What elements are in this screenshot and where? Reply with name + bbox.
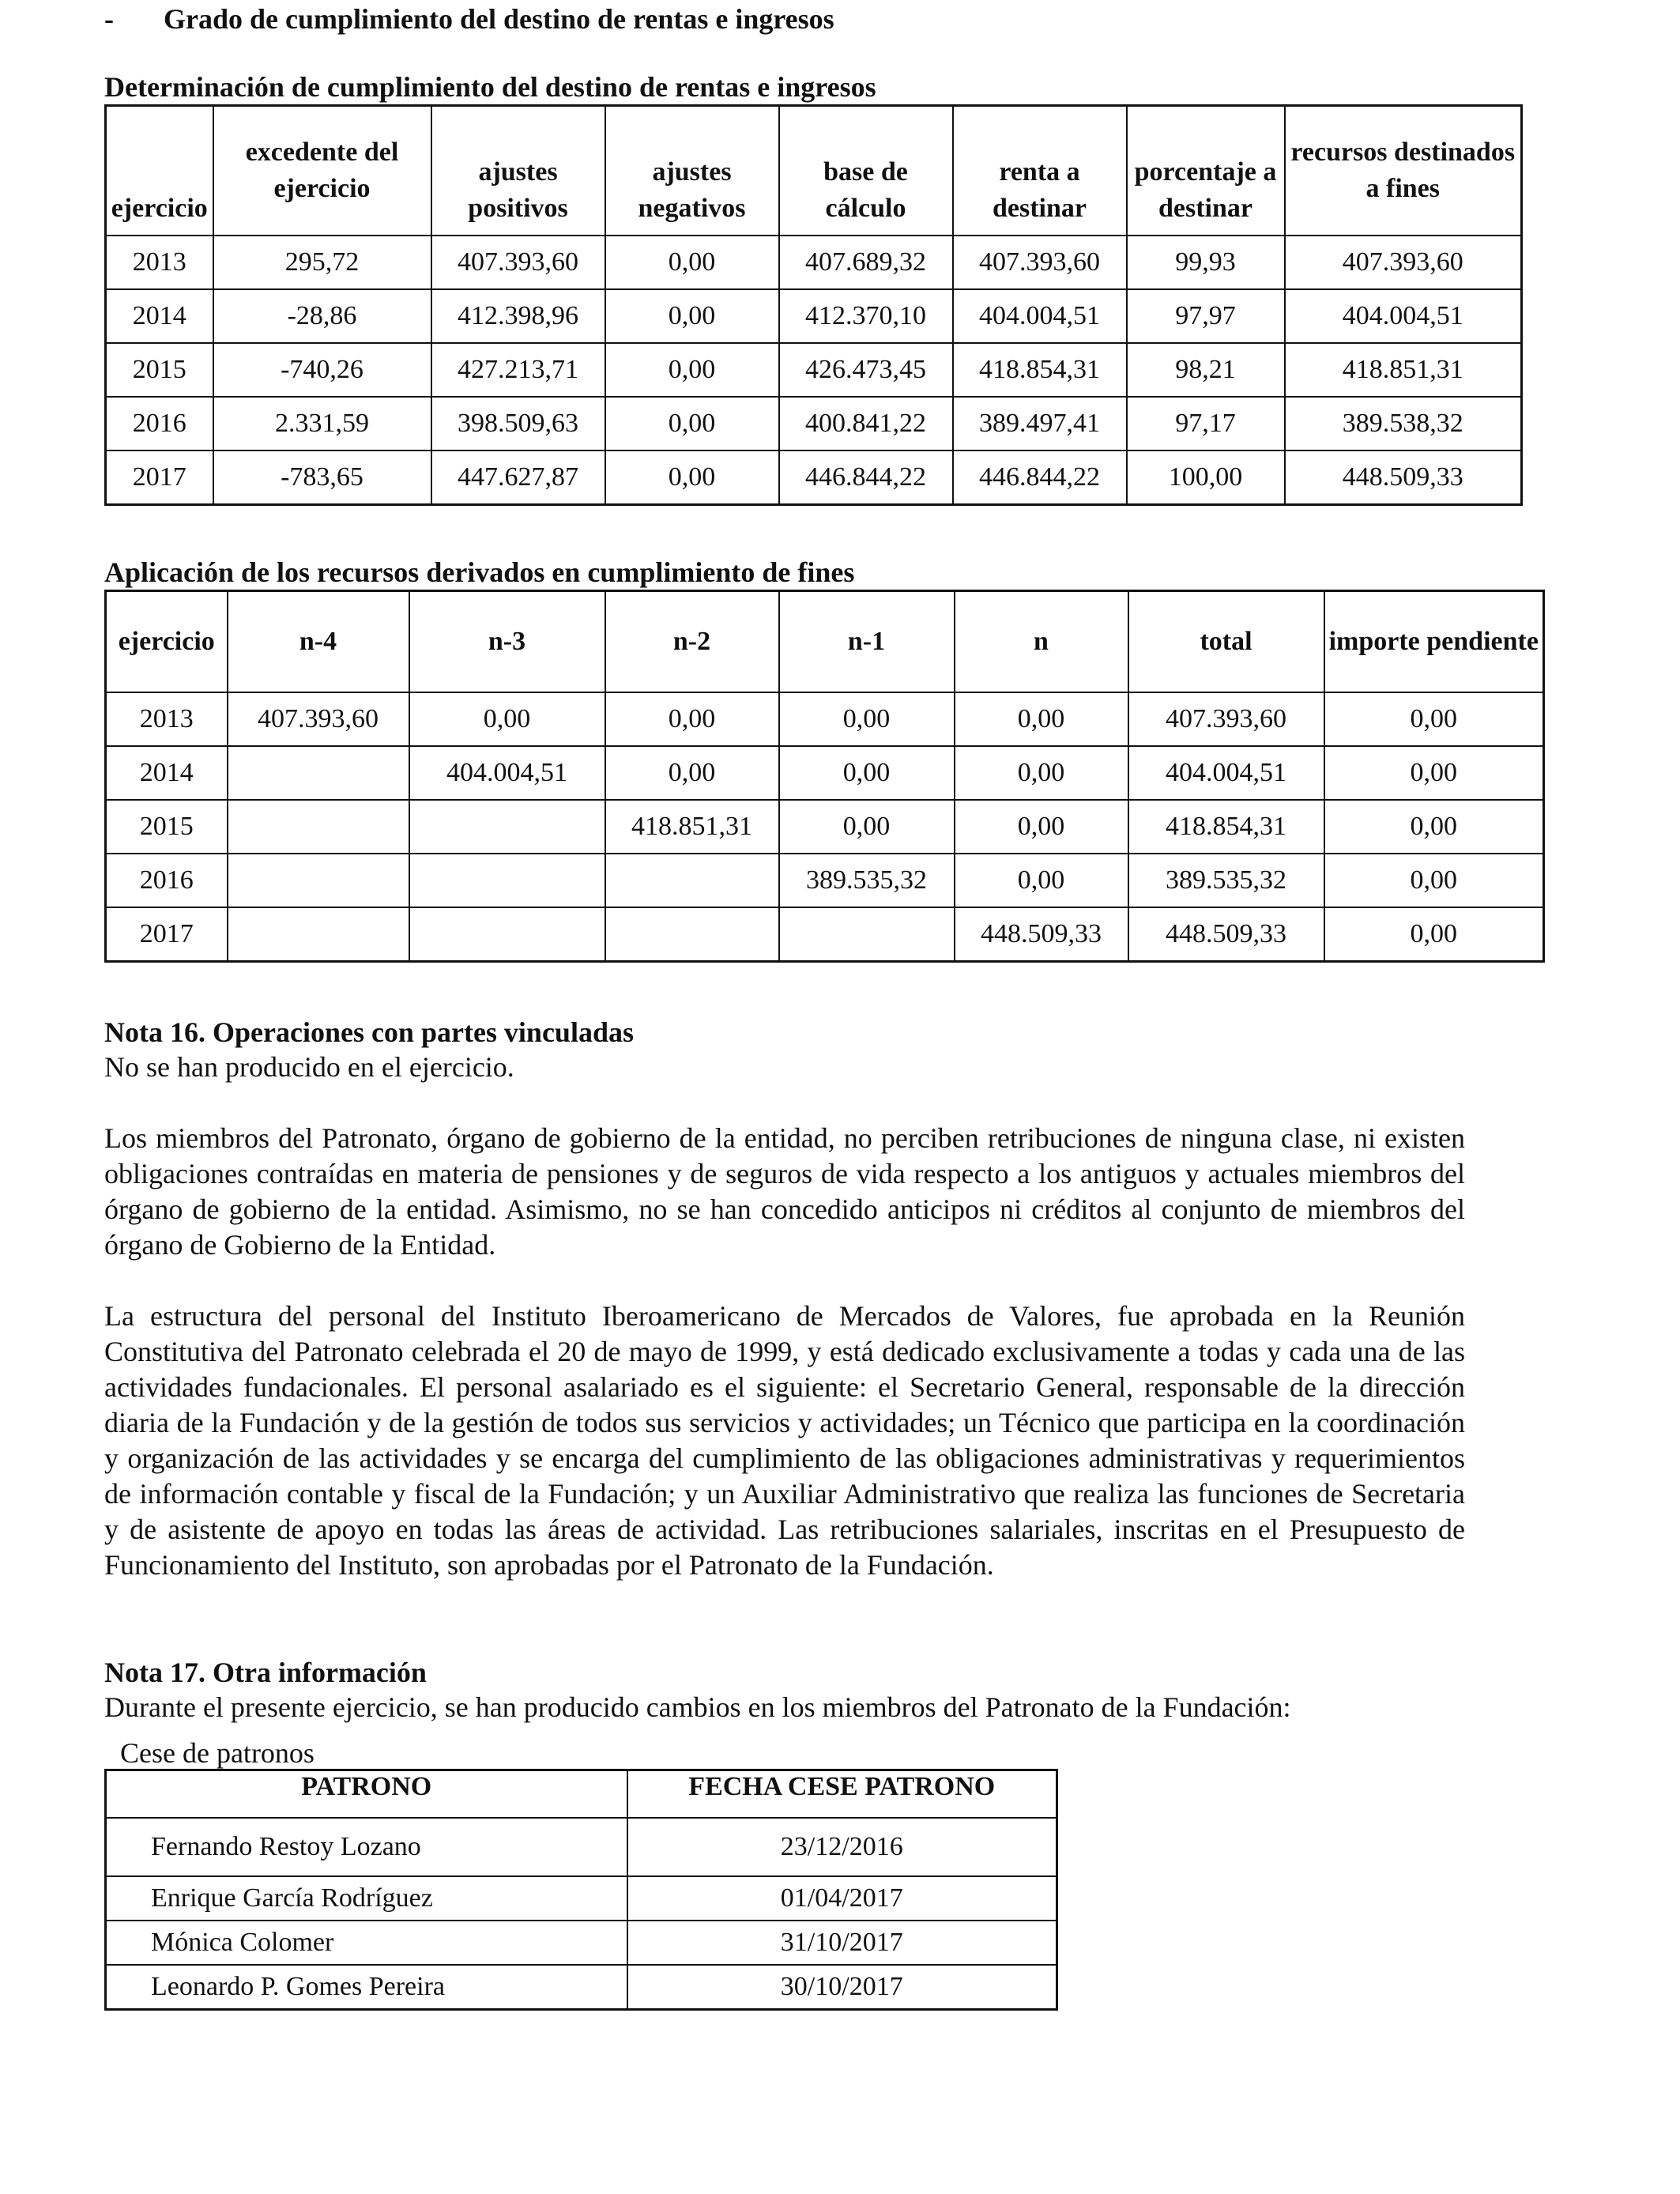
- table-cell: 23/12/2016: [627, 1818, 1057, 1876]
- table-cell: 0,00: [955, 746, 1128, 800]
- table1-header: porcentaje a destinar: [1127, 106, 1285, 236]
- table-cell: 426.473,45: [779, 343, 953, 397]
- table-cell: 0,00: [955, 854, 1128, 907]
- table-cell: 2013: [106, 236, 213, 289]
- nota16-title: Nota 16. Operaciones con partes vinculadas: [104, 1016, 634, 1048]
- table-cell: 389.535,32: [779, 854, 955, 907]
- table-row: [106, 746, 1544, 800]
- table-cell: 427.213,71: [431, 343, 605, 397]
- table2-header: n-3: [409, 591, 605, 692]
- bullet-dash: -: [104, 3, 114, 35]
- table-cell: 448.509,33: [1285, 450, 1522, 505]
- table-cell: 0,00: [779, 692, 955, 746]
- table-cell: 0,00: [1324, 800, 1544, 854]
- table3-header: PATRONO: [106, 1770, 627, 1819]
- table-row: [106, 692, 1544, 746]
- table-cell: 404.004,51: [1128, 746, 1324, 800]
- table-cell: 31/10/2017: [627, 1921, 1057, 1965]
- table-row: [106, 1965, 1057, 2010]
- section-title: Grado de cumplimiento del destino de rentas e ingresos: [164, 3, 834, 35]
- table-cell: 0,00: [605, 236, 779, 289]
- table-cell: 0,00: [409, 692, 605, 746]
- table-cell: 0,00: [955, 800, 1128, 854]
- table-cell: 412.398,96: [431, 289, 605, 343]
- table-cell: [409, 854, 605, 907]
- table-cell: 407.393,60: [228, 692, 409, 746]
- table-cell: 0,00: [605, 289, 779, 343]
- table2-header: n-4: [228, 591, 409, 692]
- section-heading: [104, 2, 834, 36]
- table1-header: renta a destinar: [953, 106, 1127, 236]
- table-cell: [779, 907, 955, 962]
- table-row: [106, 800, 1544, 854]
- table-cell: [228, 746, 409, 800]
- table-cell: 418.851,31: [1285, 343, 1522, 397]
- table-cell: 2015: [106, 343, 213, 397]
- table-cell: 407.393,60: [953, 236, 1127, 289]
- table-row: [106, 450, 1522, 505]
- table-cell: 447.627,87: [431, 450, 605, 505]
- table-cell: 404.004,51: [1285, 289, 1522, 343]
- table-cell: 400.841,22: [779, 397, 953, 450]
- table-row: [106, 1876, 1057, 1921]
- table-row: [106, 854, 1544, 907]
- table-cell: Mónica Colomer: [106, 1921, 627, 1965]
- table-cell: Enrique García Rodríguez: [106, 1876, 627, 1921]
- nota16-paragraph-2: La estructura del personal del Instituto Iberoamericano de Mercados de Valores, fue aprobada en la Reunión Constitutiva del Patronato celebrada el 20 de mayo de 1999, y está dedicado exclusivamente a todas y cada una de las actividades fundacionales. El personal asalariado es el siguiente: el Secretario General, responsable de la dirección diaria de la Fundación y de la gestión de todos sus servicios y actividades; un Técnico que participa en la coordinación y organización de las actividades y se encarga del cumplimiento de las obligaciones administrativas y requerimientos de información contable y fiscal de la Fundación; y un Auxiliar Administrativo que realiza las funciones de Secretaria y de asistente de apoyo en todas las áreas de actividad. Las retribuciones salariales, inscritas en el Presupuesto de Funcionamiento del Instituto, son aprobadas por el Patronato de la Fundación.: [104, 1300, 1465, 1581]
- nota16-line: No se han producido en el ejercicio.: [104, 1051, 514, 1083]
- table-cell: 418.851,31: [605, 800, 779, 854]
- table1-header: ajustes positivos: [431, 106, 605, 236]
- table2-header: ejercicio: [106, 591, 228, 692]
- table-cell: 2.331,59: [213, 397, 431, 450]
- table-cell: [228, 907, 409, 962]
- table-cell: 2013: [106, 692, 228, 746]
- table-cell: 0,00: [1324, 746, 1544, 800]
- table1-header-row: [106, 106, 1522, 236]
- table-cell: 2014: [106, 746, 228, 800]
- table-row: [106, 397, 1522, 450]
- table-cell: 418.854,31: [953, 343, 1127, 397]
- table1-header: ajustes negativos: [605, 106, 779, 236]
- table-cell: 0,00: [605, 397, 779, 450]
- table-cese-patronos: [104, 1769, 1058, 2011]
- table-cell: 446.844,22: [953, 450, 1127, 505]
- table-cell: 2015: [106, 800, 228, 854]
- table-cell: 404.004,51: [409, 746, 605, 800]
- nota17-line: Durante el presente ejercicio, se han producido cambios en los miembros del Patronato de la Fundación:: [104, 1691, 1291, 1723]
- table-cell: 99,93: [1127, 236, 1285, 289]
- table-cell: 407.393,60: [1128, 692, 1324, 746]
- table-row: [106, 289, 1522, 343]
- table-cell: 0,00: [1324, 692, 1544, 746]
- table1-caption: Determinación de cumplimiento del destino de rentas e ingresos: [104, 71, 876, 103]
- table-cell: 2016: [106, 854, 228, 907]
- table-cell: 446.844,22: [779, 450, 953, 505]
- table-cell: 2017: [106, 907, 228, 962]
- table-row: [106, 236, 1522, 289]
- table-cell: [605, 854, 779, 907]
- table-cell: 407.393,60: [431, 236, 605, 289]
- table-aplicacion: [104, 590, 1545, 963]
- table-cell: 404.004,51: [953, 289, 1127, 343]
- table-cell: -783,65: [213, 450, 431, 505]
- table1-header: excedente del ejercicio: [213, 106, 431, 236]
- table-cell: 0,00: [779, 800, 955, 854]
- table-cell: 2014: [106, 289, 213, 343]
- nota17-title: Nota 17. Otra información: [104, 1657, 427, 1688]
- table2-caption: Aplicación de los recursos derivados en cumplimiento de fines: [104, 556, 855, 588]
- table2-header: total: [1128, 591, 1324, 692]
- table-cell: 0,00: [605, 746, 779, 800]
- table-cell: 0,00: [955, 692, 1128, 746]
- table-cell: 0,00: [1324, 854, 1544, 907]
- table1-header: recursos destinados a fines: [1285, 106, 1522, 236]
- table3-header: FECHA CESE PATRONO: [627, 1770, 1057, 1819]
- table-row: [106, 1921, 1057, 1965]
- table-cell: 389.535,32: [1128, 854, 1324, 907]
- table-cell: 389.538,32: [1285, 397, 1522, 450]
- table-cell: -740,26: [213, 343, 431, 397]
- table2-header-row: [106, 591, 1544, 692]
- table-cell: 30/10/2017: [627, 1965, 1057, 2010]
- table-cell: 407.393,60: [1285, 236, 1522, 289]
- table-cell: 100,00: [1127, 450, 1285, 505]
- table2-header: n: [955, 591, 1128, 692]
- table-cell: 448.509,33: [955, 907, 1128, 962]
- table-cell: 97,17: [1127, 397, 1285, 450]
- table-cell: [409, 800, 605, 854]
- table-cell: 0,00: [605, 692, 779, 746]
- table-determinacion: [104, 104, 1523, 506]
- table-cell: 97,97: [1127, 289, 1285, 343]
- table-cell: 295,72: [213, 236, 431, 289]
- table-cell: Leonardo P. Gomes Pereira: [106, 1965, 627, 2010]
- table-row: [106, 1818, 1057, 1876]
- table-row: [106, 907, 1544, 962]
- table-cell: 01/04/2017: [627, 1876, 1057, 1921]
- table-cell: 412.370,10: [779, 289, 953, 343]
- table-cell: 448.509,33: [1128, 907, 1324, 962]
- table-cell: -28,86: [213, 289, 431, 343]
- table-cell: 407.689,32: [779, 236, 953, 289]
- table-cell: 98,21: [1127, 343, 1285, 397]
- table-cell: [605, 907, 779, 962]
- table1-header: ejercicio: [106, 106, 213, 236]
- table2-header: importe pendiente: [1324, 591, 1544, 692]
- nota16-paragraph-1: Los miembros del Patronato, órgano de gobierno de la entidad, no perciben retribuciones de ninguna clase, ni existen obligaciones contraídas en materia de pensiones y de seguros de vida respecto a los antiguos y actuales miembros del órgano de gobierno de la entidad. Asimismo, no se han concedido anticipos ni créditos al conjunto de miembros del órgano de Gobierno de la Entidad.: [104, 1122, 1465, 1261]
- table-cell: 0,00: [779, 746, 955, 800]
- table1-header: base de cálculo: [779, 106, 953, 236]
- table-cell: [409, 907, 605, 962]
- table-cell: 398.509,63: [431, 397, 605, 450]
- table-cell: 0,00: [605, 343, 779, 397]
- table-cell: 389.497,41: [953, 397, 1127, 450]
- cese-subtitle: Cese de patronos: [120, 1737, 315, 1769]
- table-cell: 0,00: [1324, 907, 1544, 962]
- table2-header: n-2: [605, 591, 779, 692]
- table2-header: n-1: [779, 591, 955, 692]
- table-cell: 2016: [106, 397, 213, 450]
- table-row: [106, 343, 1522, 397]
- table-cell: [228, 800, 409, 854]
- table-cell: [228, 854, 409, 907]
- table-cell: 418.854,31: [1128, 800, 1324, 854]
- table-cell: 0,00: [605, 450, 779, 505]
- table-cell: Fernando Restoy Lozano: [106, 1818, 627, 1876]
- table3-header-row: [106, 1770, 1057, 1819]
- table-cell: 2017: [106, 450, 213, 505]
